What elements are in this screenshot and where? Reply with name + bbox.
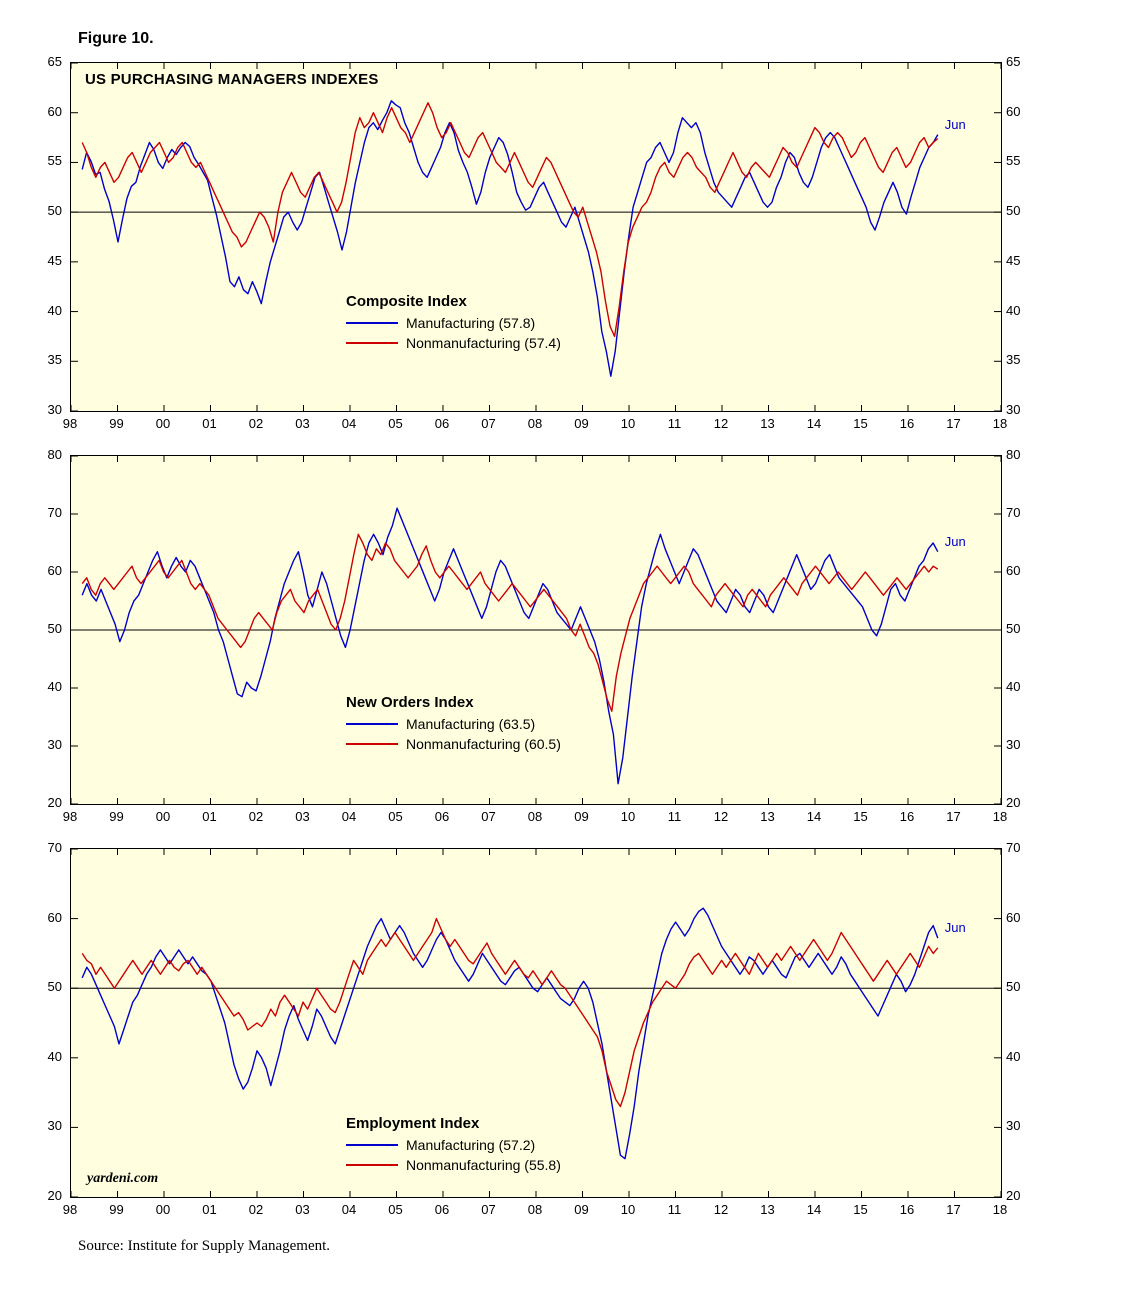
y-axis-tick-label-right: 50 <box>1006 621 1021 636</box>
x-axis-tick-label: 98 <box>62 809 78 824</box>
y-axis-tick-label: 30 <box>47 1118 62 1134</box>
x-axis-tick-label: 08 <box>527 1202 543 1217</box>
x-axis-tick-label: 03 <box>295 809 310 824</box>
y-axis-tick-label: 20 <box>47 795 62 810</box>
x-axis-tick-label: 08 <box>527 809 543 824</box>
x-axis-tick-label: 99 <box>109 1202 124 1217</box>
x-axis-tick-label: 11 <box>667 1202 682 1217</box>
x-axis-tick-label: 10 <box>620 416 636 431</box>
y-axis-tick-label: 50 <box>47 621 62 636</box>
x-axis-tick-label: 18 <box>992 1202 1008 1217</box>
y-axis-tick-label: 35 <box>47 352 62 368</box>
x-axis-tick-label: 15 <box>853 809 868 824</box>
x-axis-tick-label: 04 <box>341 1202 357 1217</box>
legend-title: New Orders Index <box>346 694 474 711</box>
x-axis-tick-label: 02 <box>248 416 264 431</box>
y-axis-tick-label-right: 40 <box>1006 302 1021 318</box>
y-axis-tick-label: 30 <box>47 402 62 417</box>
x-axis-tick-label: 09 <box>574 416 589 431</box>
x-axis-tick-label: 16 <box>899 416 915 431</box>
y-axis-tick-label-right: 20 <box>1006 795 1021 810</box>
y-axis-tick-label: 30 <box>47 737 62 752</box>
x-axis-tick-label: 06 <box>434 809 450 824</box>
x-axis-tick-label: 12 <box>713 1202 729 1217</box>
x-axis-tick-label: 03 <box>295 416 310 431</box>
x-axis-tick-label: 14 <box>806 1202 822 1217</box>
y-axis-tick-label-right: 50 <box>1006 979 1021 995</box>
last-point-label: Jun <box>944 533 966 549</box>
x-axis-tick-label: 04 <box>341 809 357 824</box>
y-axis-tick-label-right: 55 <box>1006 153 1021 169</box>
x-axis-tick-label: 05 <box>388 416 403 431</box>
chart-panel-new-orders <box>70 455 1002 805</box>
y-axis-tick-label-right: 35 <box>1006 352 1021 368</box>
line-swatch-blue-icon <box>346 723 398 725</box>
x-axis-tick-label: 17 <box>946 809 961 824</box>
y-axis-tick-label: 70 <box>47 840 62 855</box>
y-axis-tick-label: 80 <box>47 447 62 462</box>
x-axis-tick-label: 18 <box>992 416 1008 431</box>
x-axis-tick-label: 07 <box>481 416 496 431</box>
y-axis-tick-label: 70 <box>47 505 62 520</box>
y-axis-tick-label-right: 65 <box>1006 54 1021 69</box>
x-axis-tick-label: 09 <box>574 809 589 824</box>
x-axis-tick-label: 00 <box>155 809 171 824</box>
x-axis-tick-label: 98 <box>62 1202 78 1217</box>
chart-panel-employment <box>70 848 1002 1198</box>
legend-label: Nonmanufacturing (57.4) <box>406 335 561 351</box>
x-axis-tick-label: 06 <box>434 1202 450 1217</box>
x-axis-tick-label: 12 <box>713 416 729 431</box>
legend-item-nonmanufacturing <box>346 1155 561 1175</box>
x-axis-tick-label: 11 <box>667 416 682 431</box>
y-axis-tick-label: 60 <box>47 909 62 925</box>
chart-title: US PURCHASING MANAGERS INDEXES <box>85 71 379 88</box>
y-axis-tick-label-right: 30 <box>1006 737 1021 752</box>
x-axis-tick-label: 05 <box>388 1202 403 1217</box>
y-axis-tick-label: 65 <box>47 54 62 69</box>
x-axis-tick-label: 00 <box>155 1202 171 1217</box>
x-axis-tick-label: 13 <box>760 1202 775 1217</box>
x-axis-tick-label: 02 <box>248 809 264 824</box>
x-axis-tick-label: 15 <box>853 416 868 431</box>
y-axis-tick-label: 40 <box>47 302 62 318</box>
y-axis-tick-label-right: 80 <box>1006 447 1021 462</box>
y-axis-tick-label-right: 70 <box>1006 505 1021 520</box>
x-axis-tick-label: 12 <box>713 809 729 824</box>
last-point-label: Jun <box>944 116 966 132</box>
legend-label: Nonmanufacturing (60.5) <box>406 736 561 752</box>
line-swatch-red-icon <box>346 743 398 745</box>
y-axis-tick-label-right: 45 <box>1006 252 1021 268</box>
x-axis-tick-label: 03 <box>295 1202 310 1217</box>
y-axis-tick-label: 45 <box>47 252 62 268</box>
legend-employment <box>346 1115 561 1175</box>
y-axis-tick-label: 20 <box>47 1188 62 1203</box>
y-axis-tick-label-right: 50 <box>1006 203 1021 219</box>
x-axis-tick-label: 08 <box>527 416 543 431</box>
legend-title: Composite Index <box>346 293 467 310</box>
legend-composite <box>346 293 561 353</box>
legend-item-manufacturing <box>346 1135 561 1155</box>
line-swatch-red-icon <box>346 342 398 344</box>
y-axis-tick-label: 60 <box>47 563 62 578</box>
x-axis-tick-label: 99 <box>109 809 124 824</box>
y-axis-tick-label: 55 <box>47 153 62 169</box>
y-axis-tick-label-right: 40 <box>1006 1048 1021 1064</box>
x-axis-tick-label: 01 <box>202 809 217 824</box>
legend-label: Manufacturing (57.2) <box>406 1137 536 1153</box>
legend-label: Nonmanufacturing (55.8) <box>406 1157 561 1173</box>
legend-label: Manufacturing (57.8) <box>406 315 536 331</box>
y-axis-tick-label-right: 60 <box>1006 563 1021 578</box>
last-point-label: Jun <box>944 920 966 936</box>
x-axis-tick-label: 05 <box>388 809 403 824</box>
x-axis-tick-label: 16 <box>899 809 915 824</box>
line-swatch-red-icon <box>346 1164 398 1166</box>
chart-panel-composite <box>70 62 1002 412</box>
legend-item-manufacturing <box>346 313 561 333</box>
x-axis-tick-label: 98 <box>62 416 78 431</box>
y-axis-tick-label-right: 70 <box>1006 840 1021 855</box>
x-axis-tick-label: 17 <box>946 416 961 431</box>
line-swatch-blue-icon <box>346 1144 398 1146</box>
y-axis-tick-label-right: 30 <box>1006 402 1021 417</box>
x-axis-tick-label: 13 <box>760 809 775 824</box>
x-axis-tick-label: 11 <box>667 809 682 824</box>
source-note: Source: Institute for Supply Management. <box>78 1238 331 1254</box>
x-axis-tick-label: 01 <box>202 416 217 431</box>
y-axis-tick-label: 50 <box>47 979 62 995</box>
y-axis-tick-label-right: 60 <box>1006 103 1021 119</box>
x-axis-tick-label: 04 <box>341 416 357 431</box>
x-axis-tick-label: 10 <box>620 809 636 824</box>
x-axis-tick-label: 14 <box>806 809 822 824</box>
figure-number: Figure 10. <box>78 30 154 47</box>
x-axis-tick-label: 16 <box>899 1202 915 1217</box>
x-axis-tick-label: 14 <box>806 416 822 431</box>
x-axis-tick-label: 01 <box>202 1202 217 1217</box>
y-axis-tick-label: 60 <box>47 103 62 119</box>
legend-item-nonmanufacturing <box>346 734 561 754</box>
line-swatch-blue-icon <box>346 322 398 324</box>
x-axis-tick-label: 07 <box>481 1202 496 1217</box>
x-axis-tick-label: 15 <box>853 1202 868 1217</box>
y-axis-tick-label: 40 <box>47 679 62 694</box>
y-axis-tick-label-right: 60 <box>1006 909 1021 925</box>
legend-label: Manufacturing (63.5) <box>406 716 536 732</box>
x-axis-tick-label: 07 <box>481 809 496 824</box>
legend-item-manufacturing <box>346 714 561 734</box>
y-axis-tick-label-right: 30 <box>1006 1118 1021 1134</box>
x-axis-tick-label: 18 <box>992 809 1008 824</box>
composite-index-plot <box>71 63 1001 411</box>
x-axis-tick-label: 00 <box>155 416 171 431</box>
x-axis-tick-label: 06 <box>434 416 450 431</box>
y-axis-tick-label-right: 20 <box>1006 1188 1021 1203</box>
legend-new-orders <box>346 694 561 754</box>
x-axis-tick-label: 99 <box>109 416 124 431</box>
watermark: yardeni.com <box>87 1171 159 1186</box>
x-axis-tick-label: 13 <box>760 416 775 431</box>
legend-title: Employment Index <box>346 1115 480 1132</box>
y-axis-tick-label-right: 40 <box>1006 679 1021 694</box>
x-axis-tick-label: 10 <box>620 1202 636 1217</box>
x-axis-tick-label: 02 <box>248 1202 264 1217</box>
x-axis-tick-label: 09 <box>574 1202 589 1217</box>
legend-item-nonmanufacturing <box>346 333 561 353</box>
x-axis-tick-label: 17 <box>946 1202 961 1217</box>
y-axis-tick-label: 50 <box>47 203 62 219</box>
y-axis-tick-label: 40 <box>47 1048 62 1064</box>
